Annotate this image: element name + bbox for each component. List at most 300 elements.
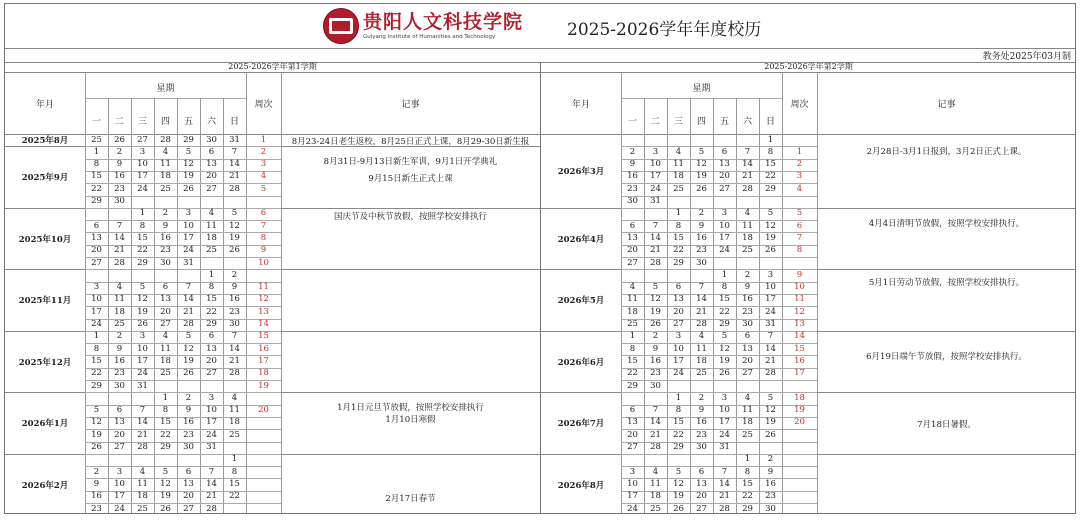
day-cell: 11 <box>696 343 707 354</box>
day-cell: 13 <box>627 232 638 243</box>
day-cell <box>713 135 736 146</box>
day-cell: 16 <box>183 417 194 428</box>
week-number: 1 <box>260 134 267 145</box>
day-cell: 6 <box>721 146 728 157</box>
day-cell: 14 <box>137 417 148 428</box>
day-cell <box>713 454 736 465</box>
day-cell: 13 <box>627 417 638 428</box>
day-cell: 16 <box>229 294 240 305</box>
note-text: 9月15日新生正式上课 <box>368 173 453 184</box>
day-cell: 8 <box>231 466 238 477</box>
day-cell: 3 <box>721 208 728 219</box>
day-cell <box>85 270 108 281</box>
day-cell: 20 <box>673 306 684 317</box>
month-label: 2026年6月 <box>557 357 605 368</box>
day-cell: 1 <box>675 208 682 219</box>
day-cell: 24 <box>206 429 217 440</box>
day-cell: 20 <box>206 355 217 366</box>
day-cell: 16 <box>650 355 661 366</box>
day-cell <box>736 258 759 269</box>
week-number: 19 <box>794 405 805 416</box>
day-cell: 21 <box>206 491 217 502</box>
week-number: 12 <box>258 294 269 305</box>
day-cell: 6 <box>185 466 192 477</box>
day-cell: 27 <box>114 442 125 452</box>
day-cell: 16 <box>765 478 776 489</box>
day-cell: 5 <box>185 146 192 157</box>
day-cell: 31 <box>206 442 217 452</box>
month-label: 2025年8月 <box>21 136 69 147</box>
weekday-divider <box>621 98 782 99</box>
day-cell: 12 <box>765 220 776 231</box>
day-cell: 20 <box>206 171 217 182</box>
day-cell: 26 <box>765 245 776 256</box>
week-number: 10 <box>794 282 805 293</box>
semester-title: 2025-2026学年第2学期 <box>541 62 1076 73</box>
day-cell: 30 <box>114 196 125 206</box>
day-cell: 8 <box>767 146 774 157</box>
day-cell: 23 <box>114 368 125 379</box>
month-label: 2026年4月 <box>557 234 605 245</box>
day-cell: 15 <box>91 355 102 366</box>
day-cell: 22 <box>206 306 217 317</box>
day-cell: 24 <box>183 245 194 256</box>
note-text: 6月19日端午节放假，按照学校安排执行。 <box>866 352 1027 363</box>
day-cell <box>759 258 782 269</box>
col-day-2: 二 <box>114 117 124 127</box>
day-cell: 15 <box>673 417 684 428</box>
day-cell: 14 <box>114 232 125 243</box>
day-cell: 13 <box>114 417 125 428</box>
day-cell: 28 <box>650 257 661 268</box>
day-cell: 20 <box>696 491 707 502</box>
day-cell: 22 <box>137 245 148 256</box>
week-number: 14 <box>794 331 805 342</box>
day-cell: 18 <box>206 232 217 243</box>
week-number <box>246 467 281 478</box>
day-cell: 27 <box>160 319 171 329</box>
col-day-2: 二 <box>650 117 660 127</box>
day-cell: 30 <box>206 134 217 145</box>
col-day-1: 一 <box>91 117 101 127</box>
day-cell: 8 <box>93 159 100 170</box>
day-cell: 12 <box>229 220 240 231</box>
day-cell: 4 <box>744 208 751 219</box>
day-cell: 25 <box>742 429 753 440</box>
day-cell: 16 <box>91 491 102 502</box>
col-day-7: 日 <box>765 117 775 127</box>
day-cell: 1 <box>767 134 774 145</box>
day-cell: 25 <box>650 503 661 514</box>
day-cell: 27 <box>696 503 707 514</box>
day-cell: 27 <box>719 183 730 194</box>
month-label: 2025年10月 <box>18 234 72 245</box>
day-cell: 31 <box>765 319 776 329</box>
day-cell: 14 <box>229 343 240 354</box>
day-cell: 27 <box>91 257 102 268</box>
week-number <box>782 196 817 207</box>
week-number: 20 <box>258 405 269 416</box>
note-text: 2月28日-3月1日报到，3月2日正式上课。 <box>866 146 1027 157</box>
day-cell: 12 <box>183 159 194 170</box>
issuer-row <box>5 48 1075 63</box>
day-cell <box>713 196 736 207</box>
day-cell: 28 <box>114 257 125 268</box>
day-cell: 24 <box>627 503 638 514</box>
day-cell: 9 <box>93 478 100 489</box>
day-cell: 6 <box>629 405 636 416</box>
day-cell: 30 <box>627 196 638 206</box>
week-number: 11 <box>794 294 805 305</box>
day-cell: 6 <box>116 405 123 416</box>
day-cell: 12 <box>183 343 194 354</box>
day-cell <box>644 208 667 219</box>
day-cell: 21 <box>137 429 148 440</box>
day-cell <box>177 454 200 465</box>
day-cell: 30 <box>765 503 776 514</box>
day-cell <box>667 135 690 146</box>
day-cell: 20 <box>114 429 125 440</box>
week-number: 1 <box>796 146 803 157</box>
day-cell: 5 <box>767 392 774 403</box>
day-cell: 29 <box>137 257 148 268</box>
day-cell: 27 <box>742 368 753 379</box>
week-number: 2 <box>260 146 267 157</box>
month-label: 2026年1月 <box>21 419 69 430</box>
day-cell: 4 <box>162 146 169 157</box>
day-cell: 2 <box>116 331 123 342</box>
week-number: 3 <box>260 159 267 170</box>
day-cell <box>667 381 690 392</box>
day-cell: 25 <box>206 245 217 256</box>
day-cell: 21 <box>229 171 240 182</box>
week-number: 6 <box>260 208 267 219</box>
day-cell <box>177 270 200 281</box>
week-number: 8 <box>796 245 803 256</box>
day-cell <box>131 196 154 207</box>
day-cell: 9 <box>116 343 123 354</box>
day-cell: 28 <box>719 503 730 514</box>
col-day-5: 五 <box>719 117 729 127</box>
day-cell: 13 <box>160 294 171 305</box>
note-text: 4月4日清明节放假，按照学校安排执行。 <box>868 219 1025 230</box>
day-cell: 7 <box>652 405 659 416</box>
day-cell: 30 <box>696 257 707 268</box>
day-cell: 5 <box>93 405 100 416</box>
semester-2-table <box>540 62 1076 513</box>
day-cell: 8 <box>93 343 100 354</box>
day-cell: 20 <box>160 306 171 317</box>
day-cell: 15 <box>229 478 240 489</box>
day-cell: 22 <box>160 429 171 440</box>
col-day-1: 一 <box>627 117 637 127</box>
day-cell: 13 <box>206 159 217 170</box>
day-cell: 25 <box>742 245 753 256</box>
col-notes-header: 记事 <box>937 100 956 110</box>
day-cell <box>154 196 177 207</box>
week-number: 17 <box>794 368 805 379</box>
day-cell: 13 <box>719 159 730 170</box>
day-cell: 5 <box>675 466 682 477</box>
day-cell: 20 <box>742 355 753 366</box>
day-cell: 14 <box>650 232 661 243</box>
day-cell: 26 <box>137 319 148 329</box>
day-cell <box>200 196 223 207</box>
day-cell: 16 <box>742 294 753 305</box>
col-weekday-header: 星期 <box>692 84 711 94</box>
day-cell: 27 <box>627 257 638 268</box>
day-cell: 19 <box>650 306 661 317</box>
day-cell: 20 <box>719 171 730 182</box>
col-week-header: 周次 <box>790 100 809 110</box>
day-cell: 28 <box>229 368 240 379</box>
day-cell: 24 <box>114 503 125 514</box>
col-notes-header: 记事 <box>401 100 420 110</box>
day-cell: 8 <box>721 282 728 293</box>
day-cell: 31 <box>229 134 240 145</box>
day-cell: 6 <box>208 146 215 157</box>
day-cell: 13 <box>742 343 753 354</box>
day-cell <box>644 454 667 465</box>
day-cell: 29 <box>206 319 217 329</box>
day-cell <box>759 442 782 453</box>
week-number <box>246 491 281 502</box>
day-cell: 27 <box>137 134 148 145</box>
day-cell: 1 <box>162 392 169 403</box>
day-cell: 3 <box>208 392 215 403</box>
day-cell: 8 <box>208 282 215 293</box>
day-cell: 23 <box>650 368 661 379</box>
day-cell: 27 <box>206 368 217 379</box>
day-cell: 27 <box>183 503 194 514</box>
day-cell: 15 <box>742 478 753 489</box>
day-cell: 26 <box>160 503 171 514</box>
day-cell: 27 <box>627 442 638 452</box>
week-number <box>246 430 281 441</box>
day-cell: 14 <box>742 159 753 170</box>
day-cell <box>644 393 667 404</box>
note-text: 5月1日劳动节放假，按照学校安排执行。 <box>868 278 1025 289</box>
day-cell: 23 <box>696 245 707 256</box>
day-cell: 6 <box>675 282 682 293</box>
day-cell: 30 <box>160 257 171 268</box>
day-cell: 25 <box>91 134 102 145</box>
day-cell <box>713 258 736 269</box>
month-label: 2026年8月 <box>557 480 605 491</box>
day-cell: 18 <box>650 491 661 502</box>
day-cell <box>223 442 246 453</box>
day-cell: 2 <box>652 331 659 342</box>
day-cell: 18 <box>160 355 171 366</box>
day-cell: 23 <box>229 306 240 317</box>
week-number: 3 <box>796 171 803 182</box>
day-cell: 12 <box>673 478 684 489</box>
day-cell: 4 <box>139 466 146 477</box>
day-cell: 5 <box>698 146 705 157</box>
day-cell: 2 <box>162 208 169 219</box>
day-cell: 25 <box>627 319 638 329</box>
day-cell: 2 <box>744 269 751 280</box>
col-day-4: 四 <box>696 117 706 127</box>
day-cell: 7 <box>744 146 751 157</box>
day-cell: 10 <box>137 343 148 354</box>
week-number: 9 <box>796 269 803 280</box>
day-cell: 11 <box>160 159 171 170</box>
day-cell: 30 <box>650 380 661 391</box>
day-cell: 22 <box>765 171 776 182</box>
day-cell: 30 <box>696 442 707 452</box>
week-number: 4 <box>260 171 267 182</box>
day-cell <box>621 393 644 404</box>
day-cell <box>736 196 759 207</box>
week-number: 6 <box>796 220 803 231</box>
week-number: 14 <box>258 319 269 329</box>
day-cell: 5 <box>721 331 728 342</box>
day-cell: 1 <box>208 269 215 280</box>
weekday-divider <box>85 98 246 99</box>
day-cell: 6 <box>208 331 215 342</box>
day-cell: 12 <box>696 159 707 170</box>
day-cell: 27 <box>206 183 217 194</box>
day-cell: 10 <box>114 478 125 489</box>
day-cell: 25 <box>673 183 684 194</box>
day-cell: 26 <box>696 183 707 194</box>
day-cell: 19 <box>765 232 776 243</box>
day-cell <box>644 135 667 146</box>
day-cell: 25 <box>229 429 240 440</box>
day-cell <box>154 381 177 392</box>
day-cell <box>85 393 108 404</box>
day-cell <box>85 208 108 219</box>
logo-text: 贵阳人文科技学院 <box>363 11 524 33</box>
day-cell <box>223 258 246 269</box>
day-cell: 7 <box>231 146 238 157</box>
day-cell: 2 <box>767 454 774 465</box>
day-cell: 3 <box>93 282 100 293</box>
day-cell: 7 <box>652 220 659 231</box>
day-cell: 21 <box>114 245 125 256</box>
day-cell: 18 <box>137 491 148 502</box>
day-cell: 28 <box>160 134 171 145</box>
day-cell: 12 <box>719 343 730 354</box>
day-cell: 10 <box>91 294 102 305</box>
month-label: 2026年5月 <box>557 296 605 307</box>
day-cell: 19 <box>765 417 776 428</box>
day-cell: 2 <box>629 146 636 157</box>
day-cell: 10 <box>719 220 730 231</box>
week-number <box>782 467 817 478</box>
day-cell: 3 <box>139 146 146 157</box>
day-cell: 16 <box>627 171 638 182</box>
day-cell: 19 <box>183 171 194 182</box>
week-number <box>246 504 281 515</box>
week-number: 16 <box>258 343 269 354</box>
day-cell: 11 <box>206 220 217 231</box>
day-cell: 10 <box>719 405 730 416</box>
day-cell <box>736 381 759 392</box>
day-cell <box>108 270 131 281</box>
day-cell <box>690 381 713 392</box>
day-cell: 12 <box>91 417 102 428</box>
day-cell <box>223 196 246 207</box>
day-cell: 9 <box>698 405 705 416</box>
day-cell: 31 <box>137 380 148 391</box>
day-cell: 21 <box>719 491 730 502</box>
day-cell: 25 <box>696 368 707 379</box>
week-number: 4 <box>796 183 803 194</box>
day-cell: 22 <box>742 491 753 502</box>
day-cell: 23 <box>627 183 638 194</box>
day-cell: 1 <box>93 146 100 157</box>
day-cell: 28 <box>206 503 217 514</box>
day-cell: 17 <box>765 294 776 305</box>
day-cell <box>644 270 667 281</box>
day-cell: 28 <box>742 183 753 194</box>
month-label: 2026年7月 <box>557 419 605 430</box>
day-cell: 9 <box>629 159 636 170</box>
note-text: 7月18日暑假。 <box>917 419 976 430</box>
day-cell: 5 <box>139 282 146 293</box>
col-day-3: 三 <box>137 117 147 127</box>
day-cell: 15 <box>627 355 638 366</box>
day-cell: 7 <box>116 220 123 231</box>
day-cell: 26 <box>650 319 661 329</box>
day-cell: 14 <box>229 159 240 170</box>
week-number <box>246 270 281 281</box>
day-cell: 17 <box>183 232 194 243</box>
day-cell: 3 <box>675 331 682 342</box>
day-cell: 1 <box>721 269 728 280</box>
day-cell <box>108 393 131 404</box>
day-cell: 18 <box>696 355 707 366</box>
day-cell: 5 <box>162 466 169 477</box>
day-cell: 2 <box>185 392 192 403</box>
day-cell: 3 <box>767 269 774 280</box>
note-text: 2月17日春节 <box>385 493 436 504</box>
day-cell: 30 <box>229 319 240 329</box>
day-cell: 15 <box>137 232 148 243</box>
day-cell <box>759 381 782 392</box>
day-cell: 17 <box>137 355 148 366</box>
week-number: 10 <box>258 257 269 268</box>
week-number <box>782 491 817 502</box>
day-cell: 17 <box>91 306 102 317</box>
week-number: 15 <box>258 331 269 342</box>
day-cell: 22 <box>627 368 638 379</box>
day-cell: 3 <box>185 208 192 219</box>
day-cell: 20 <box>627 429 638 440</box>
day-cell <box>713 381 736 392</box>
day-cell: 21 <box>229 355 240 366</box>
day-cell: 30 <box>114 380 125 391</box>
week-number: 18 <box>258 368 269 379</box>
school-logo <box>323 7 524 45</box>
day-cell: 14 <box>765 343 776 354</box>
week-number <box>782 258 817 269</box>
day-cell: 17 <box>206 417 217 428</box>
day-cell: 3 <box>116 466 123 477</box>
day-cell: 17 <box>650 171 661 182</box>
week-number <box>246 454 281 465</box>
day-cell: 22 <box>229 491 240 502</box>
day-cell: 4 <box>208 208 215 219</box>
month-label: 2025年11月 <box>18 296 72 307</box>
day-cell <box>736 135 759 146</box>
day-cell: 28 <box>183 319 194 329</box>
day-cell: 19 <box>229 232 240 243</box>
week-number: 20 <box>794 417 805 428</box>
day-cell: 11 <box>742 220 753 231</box>
